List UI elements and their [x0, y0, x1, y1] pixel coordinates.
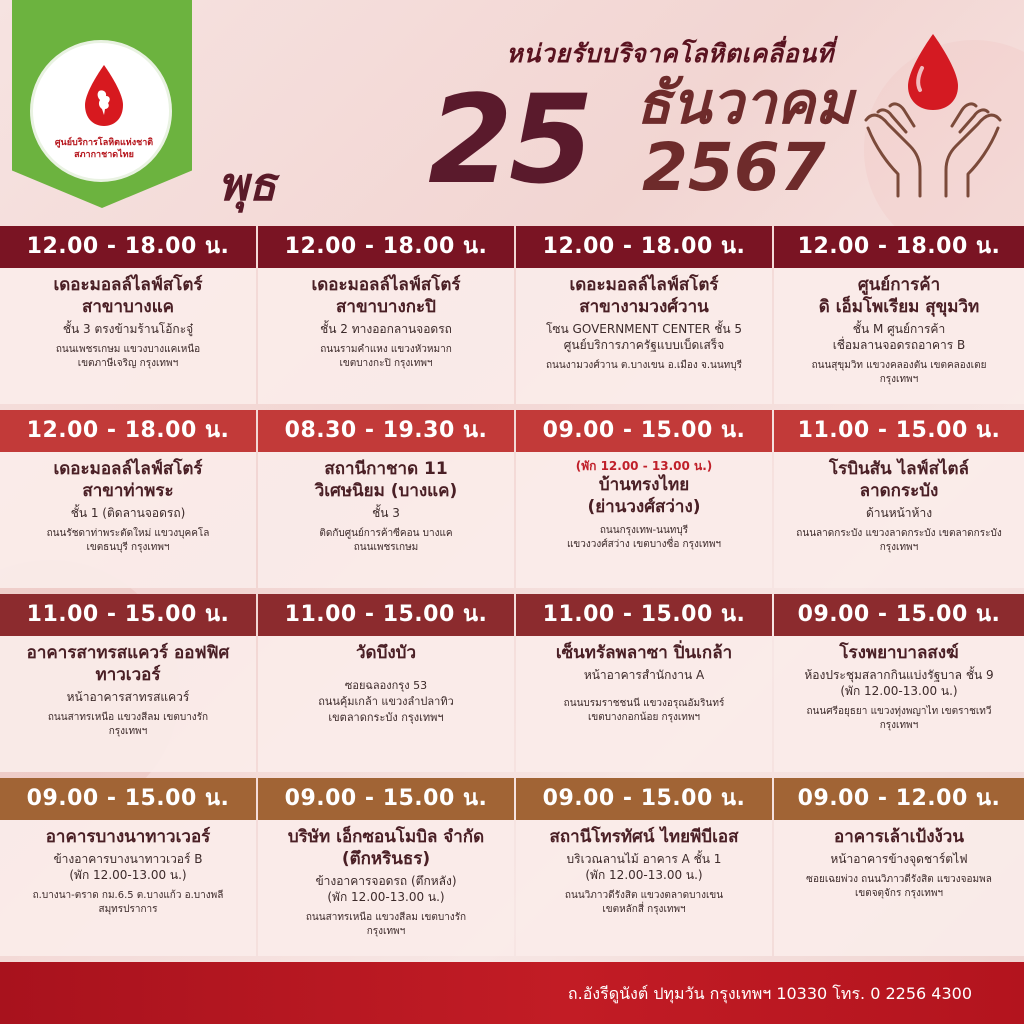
text-line: (พัก 12.00-13.00 น.) — [327, 890, 445, 904]
text-line: เขตจตุจักร กรุงเทพฯ — [854, 888, 944, 899]
text-line: เซ็นทรัลพลาซา ปิ่นเกล้า — [555, 643, 733, 663]
venue-floor — [782, 667, 1016, 699]
text-line: ข้างอาคารจอดรถ (ตึกหลัง) — [315, 874, 457, 888]
text-line: หน้าอาคารสาทรสแควร์ — [66, 690, 190, 704]
venue-name — [266, 274, 506, 318]
text-line: เขตหลักสี่ กรุงเทพฯ — [602, 904, 686, 915]
time-bar: 09.00 - 15.00 น. — [258, 778, 514, 820]
venue-floor — [8, 851, 248, 883]
venue-floor — [8, 689, 248, 705]
text-line: กรุงเทพฯ — [879, 374, 919, 385]
text-line: ถนนรามคำแหง แขวงหัวหมาก — [320, 344, 452, 355]
card-body — [0, 636, 256, 772]
time-bar: 09.00 - 12.00 น. — [774, 778, 1024, 820]
text-line: เขตบางกอกน้อย กรุงเทพฯ — [587, 712, 701, 723]
venue-name — [8, 826, 248, 848]
schedule-card — [258, 778, 514, 956]
schedule-card — [0, 778, 256, 956]
footer-address: ถ.อังรีดูนังต์ ปทุมวัน กรุงเทพฯ 10330 โทร. 0 2256 4300 — [567, 984, 972, 1003]
venue-name — [782, 458, 1016, 502]
schedule-card — [258, 226, 514, 404]
venue-address — [8, 711, 248, 739]
time-bar: 12.00 - 18.00 น. — [774, 226, 1024, 268]
schedule-card — [0, 594, 256, 772]
text-line: สถานีกาชาด 11 — [324, 459, 448, 479]
text-line: ถนนลาดกระบัง แขวงลาดกระบัง เขตลาดกระบัง — [796, 528, 1002, 539]
card-body — [0, 452, 256, 588]
venue-address — [782, 527, 1016, 555]
venue-floor — [266, 321, 506, 337]
venue-floor — [8, 321, 248, 337]
logo-text — [37, 137, 171, 161]
venue-name — [524, 274, 764, 318]
venue-address — [8, 343, 248, 371]
text-line: ชั้น M ศูนย์การค้า — [852, 322, 946, 336]
venue-name — [782, 274, 1016, 318]
text-line: ชั้น 3 ตรงข้ามร้านโอ้กะจู๋ — [62, 322, 194, 336]
time-bar: 12.00 - 18.00 น. — [0, 410, 256, 452]
text-line: ถนนบรมราชชนนี แขวงอรุณอัมรินทร์ — [563, 698, 725, 709]
venue-address — [266, 911, 506, 939]
text-line: ลาดกระบัง — [859, 481, 939, 501]
venue-name — [8, 642, 248, 686]
text-line: อาคารบางนาทาวเวอร์ — [45, 827, 211, 847]
schedule-card — [0, 226, 256, 404]
card-body — [516, 268, 772, 404]
venue-address — [524, 697, 764, 725]
text-line: กรุงเทพฯ — [108, 726, 148, 737]
text-line: ถนนกรุงเทพ-นนทบุรี — [599, 525, 689, 536]
text-line: สาขาบางแค — [81, 297, 175, 317]
hands-holding-blood-drop-icon — [858, 28, 1008, 200]
text-line: ชั้น 2 ทางออกลานจอดรถ — [320, 322, 452, 336]
venue-floor — [524, 321, 764, 353]
venue-floor — [782, 321, 1016, 353]
text-line: วัดบึงบัว — [355, 643, 416, 663]
time-bar: 11.00 - 15.00 น. — [258, 594, 514, 636]
schedule-card — [516, 594, 772, 772]
venue-address — [8, 527, 248, 555]
venue-address — [524, 359, 764, 373]
text-line: กรุงเทพฯ — [879, 542, 919, 553]
text-line: หน้าอาคารสำนักงาน A — [583, 668, 705, 682]
venue-address — [524, 889, 764, 917]
text-line: (พัก 12.00-13.00 น.) — [840, 684, 958, 698]
text-line: บริเวณลานไม้ อาคาร A ชั้น 1 — [566, 852, 722, 866]
text-line: เชื่อมลานจอดรถอาคาร B — [832, 338, 966, 352]
time-bar: 09.00 - 15.00 น. — [516, 410, 772, 452]
venue-name — [782, 826, 1016, 848]
text-line: (พัก 12.00-13.00 น.) — [69, 868, 187, 882]
break-note: (พัก 12.00 - 13.00 น.) — [575, 459, 713, 473]
text-line: โซน GOVERNMENT CENTER ชั้น 5 — [545, 322, 743, 336]
text-line: ทาวเวอร์ — [95, 665, 161, 685]
text-line: ถ.บางนา-ตราด กม.6.5 ต.บางแก้ว อ.บางพลี — [32, 890, 224, 901]
text-line: ติดกับศูนย์การค้าซีคอน บางแค — [319, 528, 453, 539]
text-line: ถนนสาทรเหนือ แขวงสีลม เขตบางรัก — [47, 712, 209, 723]
venue-address — [8, 889, 248, 917]
venue-floor — [266, 505, 506, 521]
text-line: ถนนคุ้มเกล้า แขวงลำปลาทิว — [318, 695, 454, 708]
text-line: ถนนรัชดาท่าพระตัดใหม่ แขวงบุคคโล — [46, 528, 210, 539]
text-line: โรงพยาบาลสงฆ์ — [839, 643, 959, 663]
card-body — [516, 452, 772, 588]
text-line: (ตึกหรินธร) — [341, 849, 431, 869]
text-line: ศูนย์การค้า — [857, 275, 941, 295]
venue-address — [266, 678, 506, 726]
time-bar: 09.00 - 15.00 น. — [774, 594, 1024, 636]
venue-name — [524, 474, 764, 518]
blood-drop-thailand-icon — [81, 63, 127, 129]
text-line: กรุงเทพฯ — [879, 720, 919, 731]
text-line: อาคารเล้าเป้งง้วน — [834, 827, 964, 847]
venue-name — [8, 458, 248, 502]
venue-name — [266, 826, 506, 870]
time-bar: 11.00 - 15.00 น. — [0, 594, 256, 636]
text-line: ข้างอาคารบางนาทาวเวอร์ B — [53, 852, 203, 866]
text-line: ถนนเพชรเกษม — [353, 542, 419, 553]
card-body — [774, 268, 1024, 404]
venue-floor — [524, 851, 764, 883]
text-line: เดอะมอลล์ไลฟ์สโตร์ — [569, 275, 719, 295]
venue-floor — [782, 505, 1016, 521]
text-line: ห้องประชุมสลากกินแบ่งรัฐบาล ชั้น 9 — [804, 668, 994, 682]
text-line: ศูนย์บริการภาครัฐแบบเบ็ดเสร็จ — [563, 338, 725, 352]
text-line: กรุงเทพฯ — [366, 926, 406, 937]
schedule-card — [774, 410, 1024, 588]
schedule-row — [0, 594, 1024, 772]
schedule-card — [774, 226, 1024, 404]
text-line: เขตธนบุรี กรุงเทพฯ — [86, 542, 170, 553]
venue-address — [782, 873, 1016, 901]
time-bar: 12.00 - 18.00 น. — [516, 226, 772, 268]
schedule-card — [774, 778, 1024, 956]
text-line: บ้านทรงไทย — [598, 475, 690, 495]
text-line: ถนนศรีอยุธยา แขวงทุ่งพญาไท เขตราชเทวี — [806, 706, 992, 717]
text-line: ถนนงามวงศ์วาน ต.บางเขน อ.เมือง จ.นนทบุรี — [546, 360, 742, 371]
schedule-card — [516, 410, 772, 588]
time-bar: 09.00 - 15.00 น. — [516, 778, 772, 820]
text-line: เดอะมอลล์ไลฟ์สโตร์ — [53, 275, 203, 295]
schedule-card — [0, 410, 256, 588]
text-line: (พัก 12.00-13.00 น.) — [585, 868, 703, 882]
logo — [30, 40, 172, 182]
footer-bar — [0, 962, 1024, 1024]
schedule-card — [516, 226, 772, 404]
venue-address — [266, 343, 506, 371]
time-bar: 08.30 - 19.30 น. — [258, 410, 514, 452]
venue-name — [266, 642, 506, 664]
venue-name — [782, 642, 1016, 664]
text-line: (ย่านวงศ์สว่าง) — [587, 497, 701, 517]
schedule-card — [516, 778, 772, 956]
text-line: ถนนเพชรเกษม แขวงบางแคเหนือ — [55, 344, 201, 355]
text-line: เขตลาดกระบัง กรุงเทพฯ — [328, 711, 444, 724]
schedule-row — [0, 410, 1024, 588]
time-bar: 12.00 - 18.00 น. — [0, 226, 256, 268]
venue-name — [524, 642, 764, 664]
venue-name — [266, 458, 506, 502]
schedule-card — [258, 410, 514, 588]
text-line: ชั้น 3 — [372, 506, 400, 520]
text-line: สมุทรปราการ — [98, 904, 158, 915]
card-body — [258, 268, 514, 404]
venue-floor — [782, 851, 1016, 867]
text-line: บริษัท เอ็กซอนโมบิล จำกัด — [287, 827, 485, 847]
time-bar: 11.00 - 15.00 น. — [774, 410, 1024, 452]
time-bar: 09.00 - 15.00 น. — [0, 778, 256, 820]
schedule-row — [0, 778, 1024, 956]
text-line: อาคารสาทรสแควร์ ออฟฟิศ — [26, 643, 230, 663]
text-line: สาขางามวงศ์วาน — [579, 297, 709, 317]
card-body — [774, 452, 1024, 588]
text-line: ถนนวิภาวดีรังสิต แขวงตลาดบางเขน — [564, 890, 724, 901]
text-line: ดิ เอ็มโพเรียม สุขุมวิท — [818, 297, 980, 317]
schedule-card — [258, 594, 514, 772]
text-line: เขตภาษีเจริญ กรุงเทพฯ — [77, 358, 179, 369]
text-line: ซอยฉลองกรุง 53 — [344, 679, 428, 692]
venue-floor — [8, 505, 248, 521]
year-number: 2567 — [642, 129, 826, 206]
time-bar: 12.00 - 18.00 น. — [258, 226, 514, 268]
text-line: ถนนสุขุมวิท แขวงคลองตัน เขตคลองเตย — [811, 360, 987, 371]
text-line: ถนนสาทรเหนือ แขวงสีลม เขตบางรัก — [305, 912, 467, 923]
venue-name — [524, 826, 764, 848]
day-number: 25 — [428, 69, 590, 211]
text-line: ชั้น 1 (ติดลานจอดรถ) — [70, 506, 186, 520]
page-title: หน่วยรับบริจาคโลหิตเคลื่อนที่ — [506, 39, 834, 68]
text-line: วิเศษนิยม (บางแค) — [314, 481, 458, 501]
text-line: เดอะมอลล์ไลฟ์สโตร์ — [311, 275, 461, 295]
month-name: ธันวาคม — [636, 69, 854, 137]
card-body — [774, 820, 1024, 956]
card-body — [258, 452, 514, 588]
text-line: สาขาท่าพระ — [82, 481, 174, 501]
venue-address — [266, 527, 506, 555]
venue-floor — [524, 667, 764, 683]
schedule-row — [0, 226, 1024, 404]
venue-floor — [266, 873, 506, 905]
card-body — [0, 820, 256, 956]
text-line: สถานีโทรทัศน์ ไทยพีบีเอส — [549, 827, 739, 847]
venue-name — [8, 274, 248, 318]
weekday: พุธ — [218, 157, 277, 211]
venue-address — [782, 359, 1016, 387]
text-line: ซอยเฉยพ่วง ถนนวิภาวดีรังสิต แขวงจอมพล — [806, 874, 992, 885]
schedule-card — [774, 594, 1024, 772]
card-body — [258, 820, 514, 956]
time-bar: 11.00 - 15.00 น. — [516, 594, 772, 636]
card-body — [258, 636, 514, 772]
text-line: โรบินสัน ไลฟ์สไตล์ — [829, 459, 969, 479]
card-body — [516, 636, 772, 772]
text-line: เดอะมอลล์ไลฟ์สโตร์ — [53, 459, 203, 479]
venue-address — [524, 524, 764, 552]
text-line: แขวงวงศ์สว่าง เขตบางซื่อ กรุงเทพฯ — [566, 539, 722, 550]
text-line: ด้านหน้าห้าง — [865, 506, 933, 520]
card-body — [516, 820, 772, 956]
logo-text-line1: ศูนย์บริการโลหิตแห่งชาติ — [54, 138, 154, 148]
text-line: สาขาบางกะปิ — [336, 297, 436, 317]
card-body — [774, 636, 1024, 772]
venue-address — [782, 705, 1016, 733]
text-line: เขตบางกะปิ กรุงเทพฯ — [339, 358, 433, 369]
logo-text-line2: สภากาชาดไทย — [74, 150, 134, 160]
card-body — [0, 268, 256, 404]
text-line: หน้าอาคารข้างจุดชาร์ตไฟ — [830, 852, 968, 866]
